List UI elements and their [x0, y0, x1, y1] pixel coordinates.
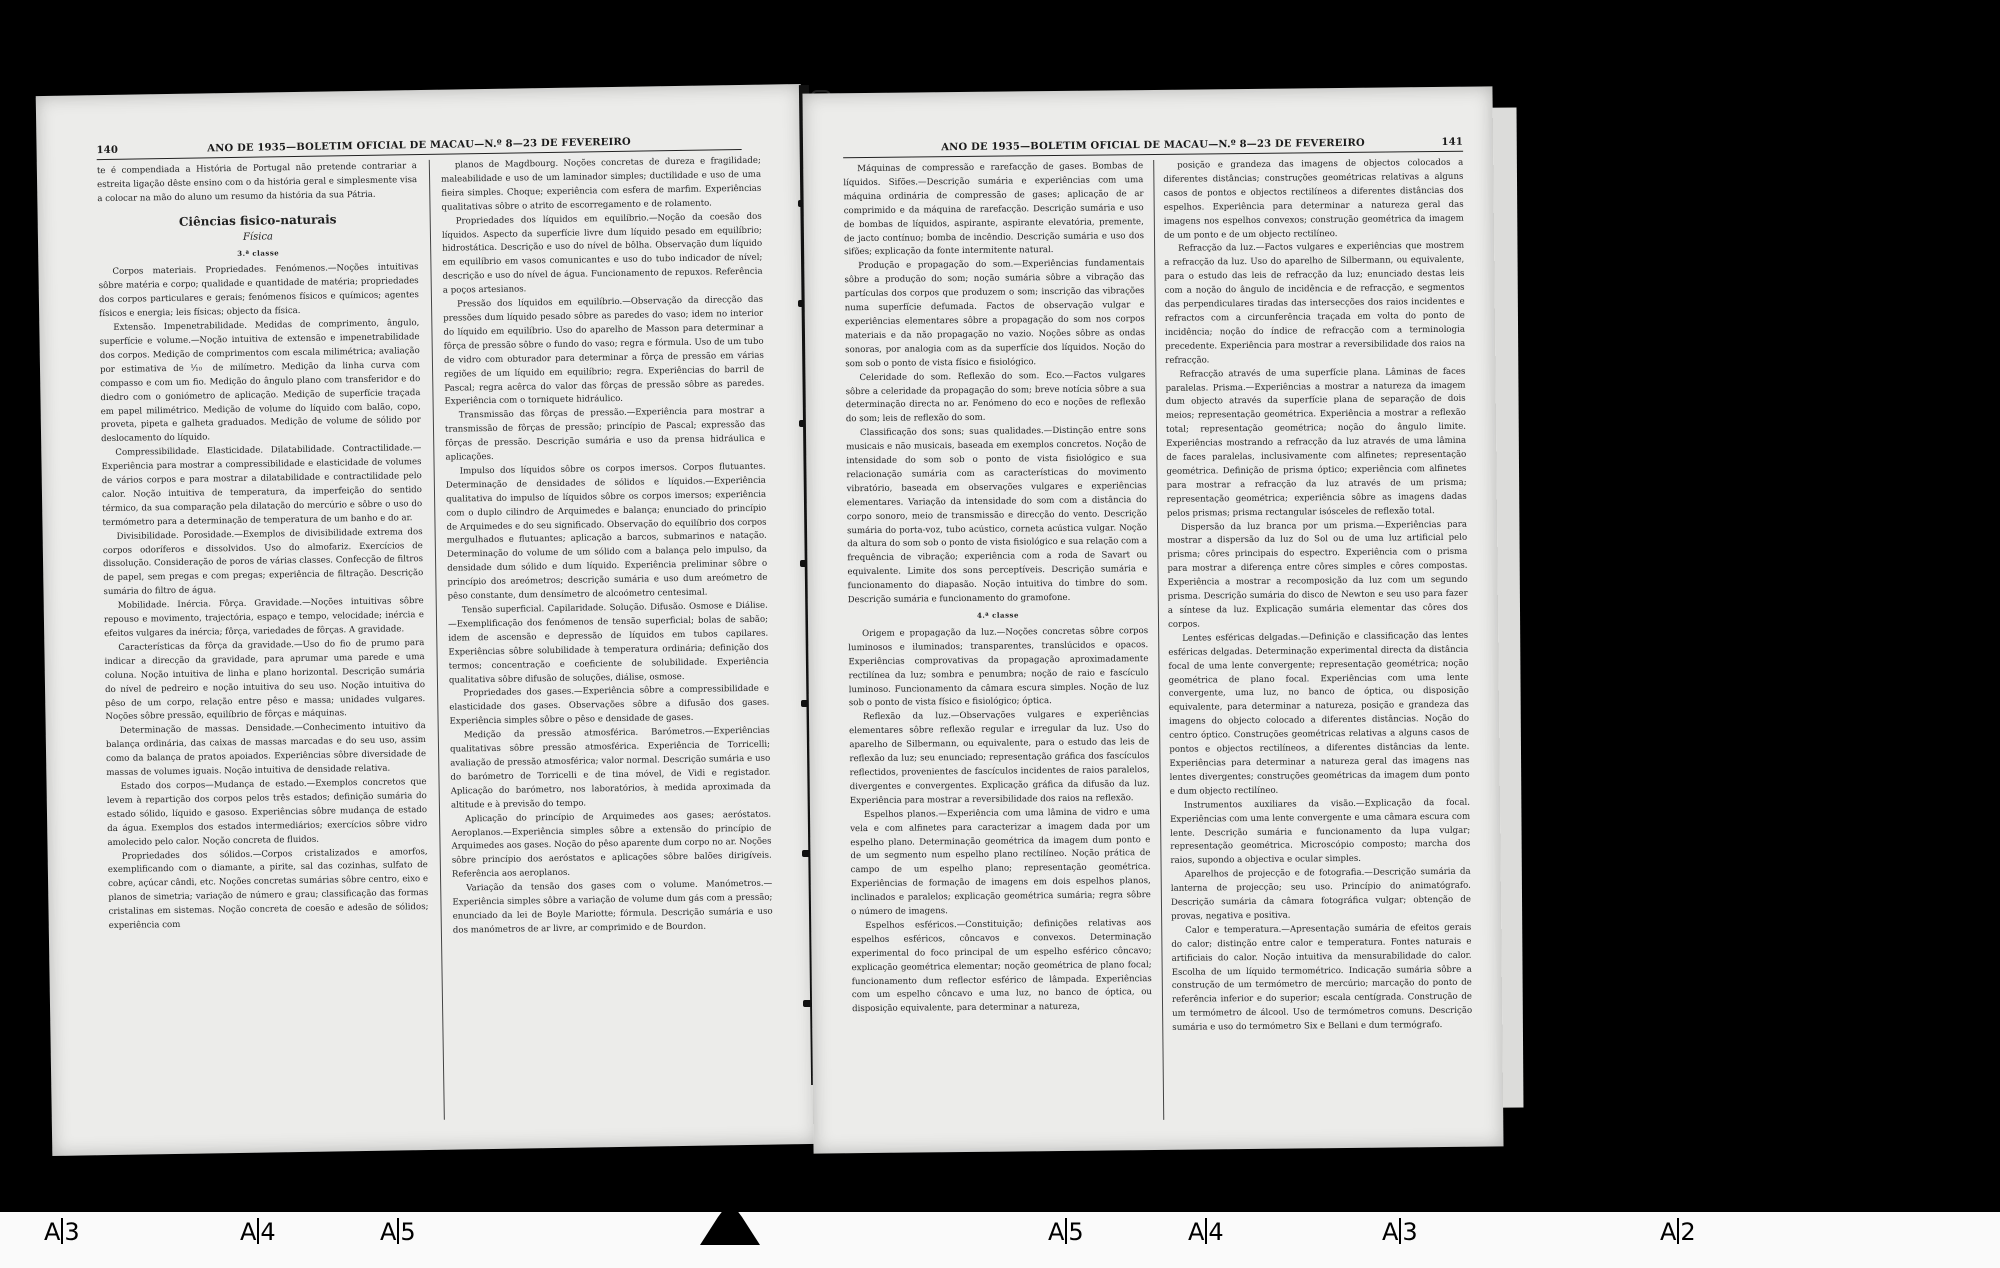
body-paragraph: Medição da pressão atmosférica. Barómetros.—Experiências qualitativas sôbre pressão atmosférica. Experiência de Torricelli; avaliação de pressão atmosférica; valor normal. Descrição sumária e uso do barómetro de Torricelli e de tina móvel, de Vidi e registador. Aplicação do barómetro, nos laboratórios, à medida aproximada da altitude e à previsão do tempo. [449, 725, 771, 811]
body-paragraph: Instrumentos auxiliares da visão.—Explicação da focal. Experiências com uma lente convergente e uma câmara escura com lente. Descrição sumária e funcionamento da lupa vulgar; representação geométrica. Microscópio composto; marcha dos raios, supondo a objectiva e ocular simples. [1170, 797, 1471, 867]
body-paragraph: Dispersão da luz branca por um prisma.—Experiências para mostrar a dispersão da luz do Sol ou de uma luz artificial pelo prisma; côres principais do espectro. Experiência com o prisma para mostrar a diferença entre côres simples e côres compostas. Experiência a mostrar a recomposição da luz com um segundo prisma. Descrição sumária do disco de Newton e seu uso para fazer a síntese da luz. Explicação sumária elementar das côres dos corpos. [1167, 519, 1468, 630]
body-paragraph: posição e grandeza das imagens de objectos colocados a diferentes distâncias; construções geométricas relativas a alguns casos de pontos e objectos rectilíneos a diferentes distâncias dos espelhos. Experiência para determinar a natureza geral das imagens nos espelhos convexos; construção geométrica da imagem de um ponto e de um objecto rectilíneo. [1163, 157, 1464, 241]
class-label: 4.ª classe [976, 610, 1019, 620]
body-paragraph: Transmissão das fôrças de pressão.—Experiência para mostrar a transmissão de fôrças de pressão; princípio de Pascal; expressão das fôrças de pressão. Descrição sumária e uso da prensa hidráulica e aplicações. [444, 405, 766, 463]
left-column-2 [441, 155, 776, 1120]
body-paragraph: Espelhos esféricos.—Constituição; definições relativas aos espelhos esféricos, côncavos e convexos. Determinação experimental do foco principal de um espelho esférico côncavo; explicação geométrica elementar; noção geométrica de plano focal; funcionamento dum reflector esférico de lâmpada. Experiências com um espelho côncavo e uma luz, no banco de óptica, ou disposição equivalente, para determinar a natureza, [851, 917, 1152, 1015]
film-marker: A 3 [1382, 1218, 1418, 1246]
right-column-2-paragraphs [1163, 157, 1472, 1036]
right-page-header-title: ANO DE 1935—BOLETIM OFICIAL DE MACAU—N.º 8—23 DE FEVEREIRO [941, 137, 1365, 154]
film-marker: A 5 [1048, 1218, 1084, 1246]
body-paragraph: Variação da tensão dos gases com o volume. Manómetros.—Experiência simples sôbre a variação de volume dum gás com a pressão; enunciado da lei de Boyle Mariotte; fórmula. Descrição sumária e uso dos manómetros de ar livre, ar comprimido e de Bourdon. [452, 878, 773, 936]
film-marker: A 5 [380, 1218, 416, 1246]
body-paragraph: Propriedades dos líquidos em equilíbrio.—Noção da coesão dos líquidos. Aspecto da superfície livre dum líquido pesado em equilíbrio; hidrostática. Descrição e uso do nível de bôlha. Observação dum líquido em equilíbrio em vasos comunicantes e uso do tubo indicador de nível; descrição e uso do nível de água. Funcionamento de repuxos. Referência a poços artesianos. [441, 211, 763, 296]
right-column-2 [1163, 157, 1473, 1120]
left-column-2-paragraphs [441, 155, 773, 939]
body-paragraph: Determinação de massas. Densidade.—Conhecimento intuitivo da balança ordinária, das caixas de massas marcadas e do seu uso, assim como da balança de pratos apoiados. Experiências sôbre diversidade de massas de volumes iguais. Noção intuitiva de densidade relativa. [105, 721, 427, 779]
body-paragraph: Características da fôrça da gravidade.—Uso do fio de prumo para indicar a direcção da gravidade, para aprumar uma parede e uma coluna. Noção intuitiva de linha e plano horizontal. Descrição sumária do nível de pedreiro e noção intuitiva do seu uso. Noção intuitiva do pêso de um corpo, relação entre pêso e massa; unidades vulgares. Noções sôbre pressão, equilíbrio de fôrças e máquinas. [104, 637, 426, 723]
body-paragraph: planos de Magdbourg. Noções concretas de dureza e fragilidade; maleabilidade e uso de um laminador simples; ductilidade e uso de uma fieira simples. Choque; experiência com esfera de marfim. Experiências qualitativas sôbre o atrito de escorregamento e de rolamento. [441, 155, 762, 213]
film-marker: A 3 [44, 1218, 80, 1246]
body-paragraph: Espelhos planos.—Experiência com uma lâmina de vidro e uma vela e com alfinetes para caracterizar a imagem dada por um espelho plano. Determinação geométrica da imagem dum ponto e de um segmento num espelho plano rectilíneo. Noção prática de campo de um espelho plano; representação geométrica. Experiências de formação de imagens em dois espelhos planos, inclinados e paralelos; explicação geométrica sumária; regra sôbre o número de imagens. [850, 806, 1151, 918]
body-paragraph: Extensão. Impenetrabilidade. Medidas de comprimento, ângulo, superfície e volume.—Noção intuitiva de extensão e impenetrabilidade dos corpos. Medição de comprimentos com escala milimétrica; avaliação por estimativa de ⅒ de milímetro. Medição da linha curva com compasso e com um fio. Medição do ângulo plano com transferidor e do diedro com o goniómetro de aplicação. Medição de superfície traçada em papel milimétrico. Medição de volume do líquido com balão, copo, proveta, pipeta e galheta graduados. Medição de volume de sólido por deslocamento do líquido. [99, 318, 421, 445]
body-paragraph: Celeridade do som. Reflexão do som. Eco.—Factos vulgares sôbre a celeridade da propagação do som; breve notícia sôbre a sua determinação directa no ar. Fenómeno do eco e noções de reflexão do som; leis de reflexão do som. [845, 369, 1146, 425]
body-paragraph: Aparelhos de projecção e de fotografia.—Descrição sumária da lanterna de projecção; seu uso. Princípio do animatógrafo. Descrição sumária da câmara fotográfica vulgar; obtenção de provas, negativa e positiva. [1170, 866, 1471, 922]
body-paragraph: Refracção da luz.—Factos vulgares e experiências que mostrem a refracção da luz. Uso do aparelho de Silbermann, ou equivalente, para o estudo das leis de refracção da luz; enunciado destas leis com a noção do ângulo de incidência e de refracção, e segmentos das perpendiculares tiradas das intersecções dos raios incidentes e refractos com a circunferência traçada em volta do ponto de incidência; noção do índice de refracção com a terminologia precedente. Experiência para mostrar a reversibilidade dos raios na refracção. [1164, 241, 1466, 366]
body-paragraph: Classificação dos sons; suas qualidades.—Distinção entre sons musicais e não musicais, baseada em exemplos concretos. Noção de intensidade do som sob o ponto de vista fisiológico e sua relacionação sumária com as características do movimento vibratório, baseada em observações vulgares e experiências elementares. Variação da intensidade do som com a distância do corpo sonoro, meio de transmissão e direcção do vento. Descrição sumária do porta-voz, tubo acústico, corneta acústica vulgar. Noção da altura do som sob o ponto de vista fisiológico e sua relação com a frequência de vibração; experiência com a roda de Savart ou equivalente. Limite dos sons perceptíveis. Descrição sumária e funcionamento do diapasão. Noção intuitiva do timbre do som. Descrição sumária e funcionamento do gramofone. [846, 425, 1148, 606]
left-page [36, 84, 818, 1156]
intro-paragraph: te é compendiada a História de Portugal não pretende contrariar a estreita ligação dêste ensino com o da história geral e simplesmente visa a colocar na mão do aluno um resumo da história da sua Pátria. [96, 161, 418, 204]
right-column-divider [1153, 160, 1164, 1120]
right-column-1-paragraphs [843, 160, 1152, 1017]
left-page-header-title: ANO DE 1935—BOLETIM OFICIAL DE MACAU—N.º 8—23 DE FEVEREIRO [207, 136, 631, 155]
body-paragraph: Divisibilidade. Porosidade.—Exemplos de divisibilidade extrema dos corpos odoríferos e dissolvidos. Uso do almofariz. Exercícios de dissolução. Consideração de poros de várias classes. Confecção de filtros de papel, sem pregas e com pregas; experiência de filtração. Descrição sumária do filtro de água. [102, 526, 424, 598]
body-paragraph: Aplicação do princípio de Arquimedes aos gases; aeróstatos. Aeroplanos.—Experiência simples sôbre a extensão do princípio de Arquimedes aos gases. Noção do pêso aparente dum corpo no ar. Noções sôbre princípio dos aeróstatos e aplicações sôbre balões dirigíveis. Referência aos aeroplanos. [451, 809, 772, 880]
body-paragraph: Produção e propagação do som.—Experiências fundamentais sôbre a produção do som; noção sumária sôbre a vibração das partículas dos corpos que produzem o som; inscrição das vibrações numa superfície defumada. Factos de observação vulgar e experiências elementares sôbre a propagação do som nos corpos materiais e da não propagação no vazio. Noções sôbre as ondas sonoras, por analogia com as da superfície dos líquidos. Noção do som sob o ponto de vista físico e fisiológico. [844, 258, 1146, 369]
body-paragraph: Reflexão da luz.—Observações vulgares e experiências elementares sôbre reflexão regular e irregular da luz. Uso do aparelho de Silbermann, ou equivalente, para o estudo das leis de reflexão da luz; seu enunciado; representação gráfica dos fascículos reflectidos, provenientes de fascículos incidentes de raios paralelos, divergentes e convergentes. Explicação gráfica da difusão da luz. Experiência para mostrar a reversibilidade dos raios na reflexão. [849, 709, 1150, 806]
film-marker: A 4 [1188, 1218, 1224, 1246]
body-paragraph: Corpos materiais. Propriedades. Fenómenos.—Noções intuitivas sôbre matéria e corpo; qualidade e quantidade de matéria; propriedades dos corpos particulares e gerais; fenómenos físicos e químicos; agentes físicos e energia; leis físicas; objecto da física. [98, 262, 419, 320]
body-paragraph: Propriedades dos sólidos.—Corpos cristalizados e amorfos, exemplificando com o diamante, a pirite, sal das cozinhas, sulfato de cobre, açúcar cândi, etc. Noções concretas sumárias sôbre centro, eixo e planos de simetria; variação de número e grau; classificação das formas cristalinas em sistemas. Noção concreta de coesão e adesão de sólidos; experiência com [107, 846, 429, 932]
body-paragraph: Propriedades dos gases.—Experiência sôbre a compressibilidade e elasticidade dos gases. Observações sôbre a difusão dos gases. Experiência simples sôbre o pêso e densidade de gases. [449, 684, 770, 727]
right-page-header [843, 129, 1463, 158]
body-paragraph: Compressibilidade. Elasticidade. Dilatabilidade. Contractilidade.—Experiência para mostrar a compressibilidade e elasticidade de volumes de vários corpos e para mostrar a dilatabilidade e contractilidade pelo calor. Noção intuitiva de temperatura, da imperfeição do sentido térmico, da sua comparação pela dilatação do mercúrio e sôbre o uso do termómetro para a determinação de temperatura de um banho e do ar. [101, 443, 423, 528]
body-paragraph: Impulso dos líquidos sôbre os corpos imersos. Corpos flutuantes. Determinação de densidades de sólidos e líquidos.—Experiência qualitativa do impulso de líquidos sôbre os corpos imersos; experiência com o duplo cilindro de Arquimedes e balança; enunciado do princípio de Arquimedes e do seu significado. Observação do equilíbrio dos corpos mergulhados e flutuantes; aplicação a barcos, submarinos e natação. Determinação do volume de um sólido com a balança pelo impulso, da densidade dum sólido e dum líquido. Experiência preliminar sôbre o princípio dos areómetros; descrição sumária e uso dum areómetro de pêso constante, dum densímetro de alcoómetro centesimal. [445, 461, 768, 602]
body-paragraph: Máquinas de compressão e rarefacção de gases. Bombas de líquidos. Sifões.—Descrição sumária e experiências com uma máquina ordinária de compressão de gases; aplicação de ar comprimido e da máquina de rarefacção. Descrição sumária e uso de bombas de líquidos, aspirante, aspirante elevatória, premente, de jacto contínuo; bomba de incêndio. Descrição sumária e uso dos sifões; explicação da fonte intermitente natural. [843, 161, 1145, 258]
body-paragraph: Refracção através de uma superfície plana. Lâminas de faces paralelas. Prisma.—Experiências a mostrar a natureza da imagem dum objecto através da superfície plana de separação de dois meios; representação geométrica. Experiência a mostrar a reflexão total; representação geométrica; noção do ângulo limite. Experiências mostrando a refracção da luz através de uma lâmina de faces paralelas, inclusivamente com alfinetes; representação geométrica. Definição de prisma óptico; experiência com alfinetes para mostrar a refracção da luz através de um prisma; representação geométrica; experiência sôbre as imagens dadas pelos prismas; prisma rectangular isósceles de reflexão total. [1165, 366, 1467, 519]
body-paragraph: Pressão dos líquidos em equilíbrio.—Observação da direcção das pressões dum líquido pesado sôbre as paredes do vaso; idem no interior do líquido em equilíbrio. Uso do aparelho de Masson para determinar a fôrça de pressão sôbre o fundo do vaso; regra e fórmula. Uso de um tubo de vidro com obturador para determinar a fôrça de pressão em várias regiões de um líquido em equilíbrio; regra. Experiências do barril de Pascal; regra acêrca do valor das fôrças de pressão sôbre as paredes. Experiência com o torniquete hidráulico. [443, 294, 765, 408]
body-paragraph: Estado dos corpos—Mudança de estado.—Exemplos concretos que levem à repartição dos corpos pelos três estados; definição sumária do estado sólido, líquido e gasoso. Experiências sôbre mudança de estado da água. Exemplos dos estados intermediários; exercícios sôbre vidro amolecido pelo calor. Noção concreta de fluidos. [106, 776, 428, 848]
right-page [802, 86, 1503, 1153]
film-marker: A 2 [1660, 1218, 1696, 1246]
left-page-header [96, 127, 741, 160]
body-paragraph: Calor e temperatura.—Apresentação sumária de efeitos gerais do calor; distinção entre calor e temperatura. Fontes naturais e artificiais do calor. Noção intuitiva da mensurabilidade do calor. Escolha de um líquido termométrico. Indicação sumária sôbre a construção de um termómetro de mercúrio; marcação do ponto de referência inferior e do superior; escala centígrada. Construção de um termómetro de álcool. Uso de termómetros comuns. Descrição sumária e uso do termómetro Six e Bellani e dum termógrafo. [1171, 922, 1473, 1034]
body-paragraph: Origem e propagação da luz.—Noções concretas sôbre corpos luminosos e iluminados; transparentes, translúcidos e opacos. Experiências comprovativas da propagação aproximadamente rectilínea da luz; sombra e penumbra; noção de raio e fascículo luminoso. Funcionamento da câmara escura simples. Noção de luz sob o ponto de vista físico e fisiológico; óptica. [848, 625, 1149, 709]
left-column-1 [97, 160, 432, 1125]
left-column-1-paragraphs [98, 262, 428, 934]
section-title: Ciências fisico-naturais [178, 212, 337, 229]
body-paragraph: Lentes esféricas delgadas.—Definição e classificação das lentes esféricas delgadas. Determinação experimental directa da distância focal de uma lente convergente; representação geométrica; noção geométrica de plano focal. Experiências com uma lente convergente, uma luz, no banco de óptica, ou disposição equivalente, para determinar a natureza, posição e grandeza das imagens do objecto colocado a diferentes distâncias. Noção do centro óptico. Construções geométricas relativas a alguns casos de pontos e objectos rectilíneos, a diferentes distâncias da lente. Experiências para determinar a natureza geral das imagens nas lentes divergentes; construções geométricas da imagem dum ponto e dum objecto rectilíneo. [1168, 630, 1470, 797]
body-paragraph: Tensão superficial. Capilaridade. Solução. Difusão. Osmose e Diálise.—Exemplificação dos fenómenos de tensão superficial; bolas de sabão; idem de ascensão e depressão de líquidos em tubos capilares. Experiências sôbre solubilidade à temperatura ordinária; definição dos termos; concentração e coeficiente de solubilidade. Experiência qualitativa sôbre difusão de soluções, diálise, osmose. [447, 600, 769, 686]
right-page-number: 141 [1441, 136, 1464, 148]
left-page-number: 140 [96, 144, 119, 157]
film-marker: A 4 [240, 1218, 276, 1246]
right-column-1 [843, 160, 1153, 1123]
subsection-title: Física [242, 230, 274, 243]
body-paragraph: Mobilidade. Inércia. Fôrça. Gravidade.—Noções intuitivas sôbre repouso e movimento, trajectória, espaço e tempo, velocidade; inércia e efeitos vulgares da inércia; fôrça, variedades de fôrças. A gravidade. [103, 596, 425, 640]
film-strip [0, 1212, 2000, 1268]
class-label: 3.ª classe [237, 247, 280, 258]
